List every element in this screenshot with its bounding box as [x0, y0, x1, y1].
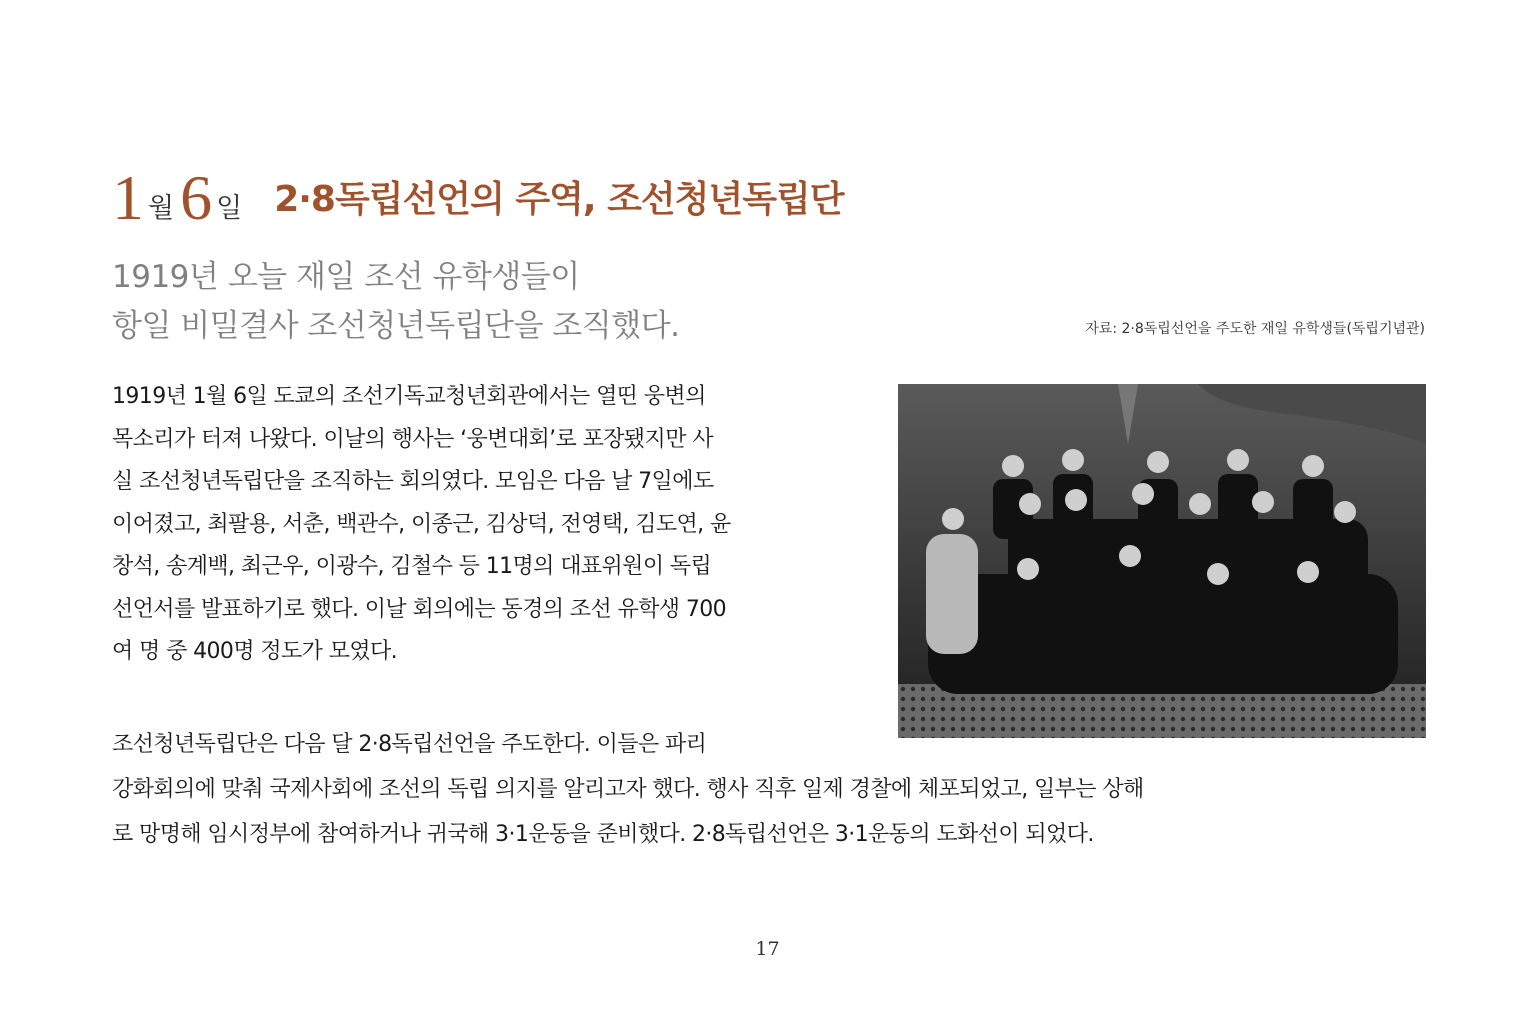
body-line: 여 명 중 400명 정도가 모였다.	[112, 639, 398, 664]
subtitle	[112, 253, 832, 351]
group-photo	[898, 384, 1426, 738]
body-paragraph-2	[112, 722, 1426, 857]
month-number: 1	[112, 162, 144, 233]
day-unit: 일	[216, 193, 243, 224]
page-title: 2·8독립선언의 주역, 조선청년독립단	[274, 179, 844, 220]
date-title	[112, 158, 844, 233]
body-line: 창석, 송계백, 최근우, 이광수, 김철수 등 11명의 대표위원이 독립	[112, 554, 712, 579]
body-line: 강화회의에 맞춰 국제사회에 조선의 독립 의지를 알리고자 했다. 행사 직후 일제 경찰에 체포되었고, 일부는 상해	[112, 777, 1144, 802]
body-line: 목소리가 터져 나왔다. 이날의 행사는 ‘웅변대회’로 포장됐지만 사	[112, 426, 713, 452]
page-number: 17	[755, 938, 780, 960]
body-line: 선언서를 발표하기로 했다. 이날 회의에는 동경의 조선 유학생 700	[112, 596, 727, 622]
day-number: 6	[180, 162, 213, 233]
group-photo-image	[898, 384, 1426, 738]
body-paragraph-1	[112, 376, 862, 674]
month-unit: 월	[148, 193, 175, 224]
body-line: 조선청년독립단은 다음 달 2·8독립선언을 주도한다. 이들은 파리	[112, 732, 707, 757]
body-line: 이어졌고, 최팔용, 서춘, 백관수, 이종근, 김상덕, 전영택, 김도연, 윤	[112, 511, 731, 537]
body-line: 로 망명해 임시정부에 참여하거나 귀국해 3·1운동을 준비했다. 2·8독립선언은 3·1운동의 도화선이 되었다.	[112, 822, 1094, 847]
subtitle-line-1: 1919년 오늘 재일 조선 유학생들이	[112, 259, 580, 295]
photo-caption: 자료: 2·8독립선언을 주도한 재일 유학생들(독립기념관)	[1085, 321, 1425, 337]
body-line: 실 조선청년독립단을 조직하는 회의였다. 모임은 다음 날 7일에도	[112, 469, 714, 494]
subtitle-line-2: 항일 비밀결사 조선청년독립단을 조직했다.	[112, 308, 680, 344]
body-line: 1919년 1월 6일 도쿄의 조선기독교청년회관에서는 열띤 웅변의	[112, 384, 706, 409]
